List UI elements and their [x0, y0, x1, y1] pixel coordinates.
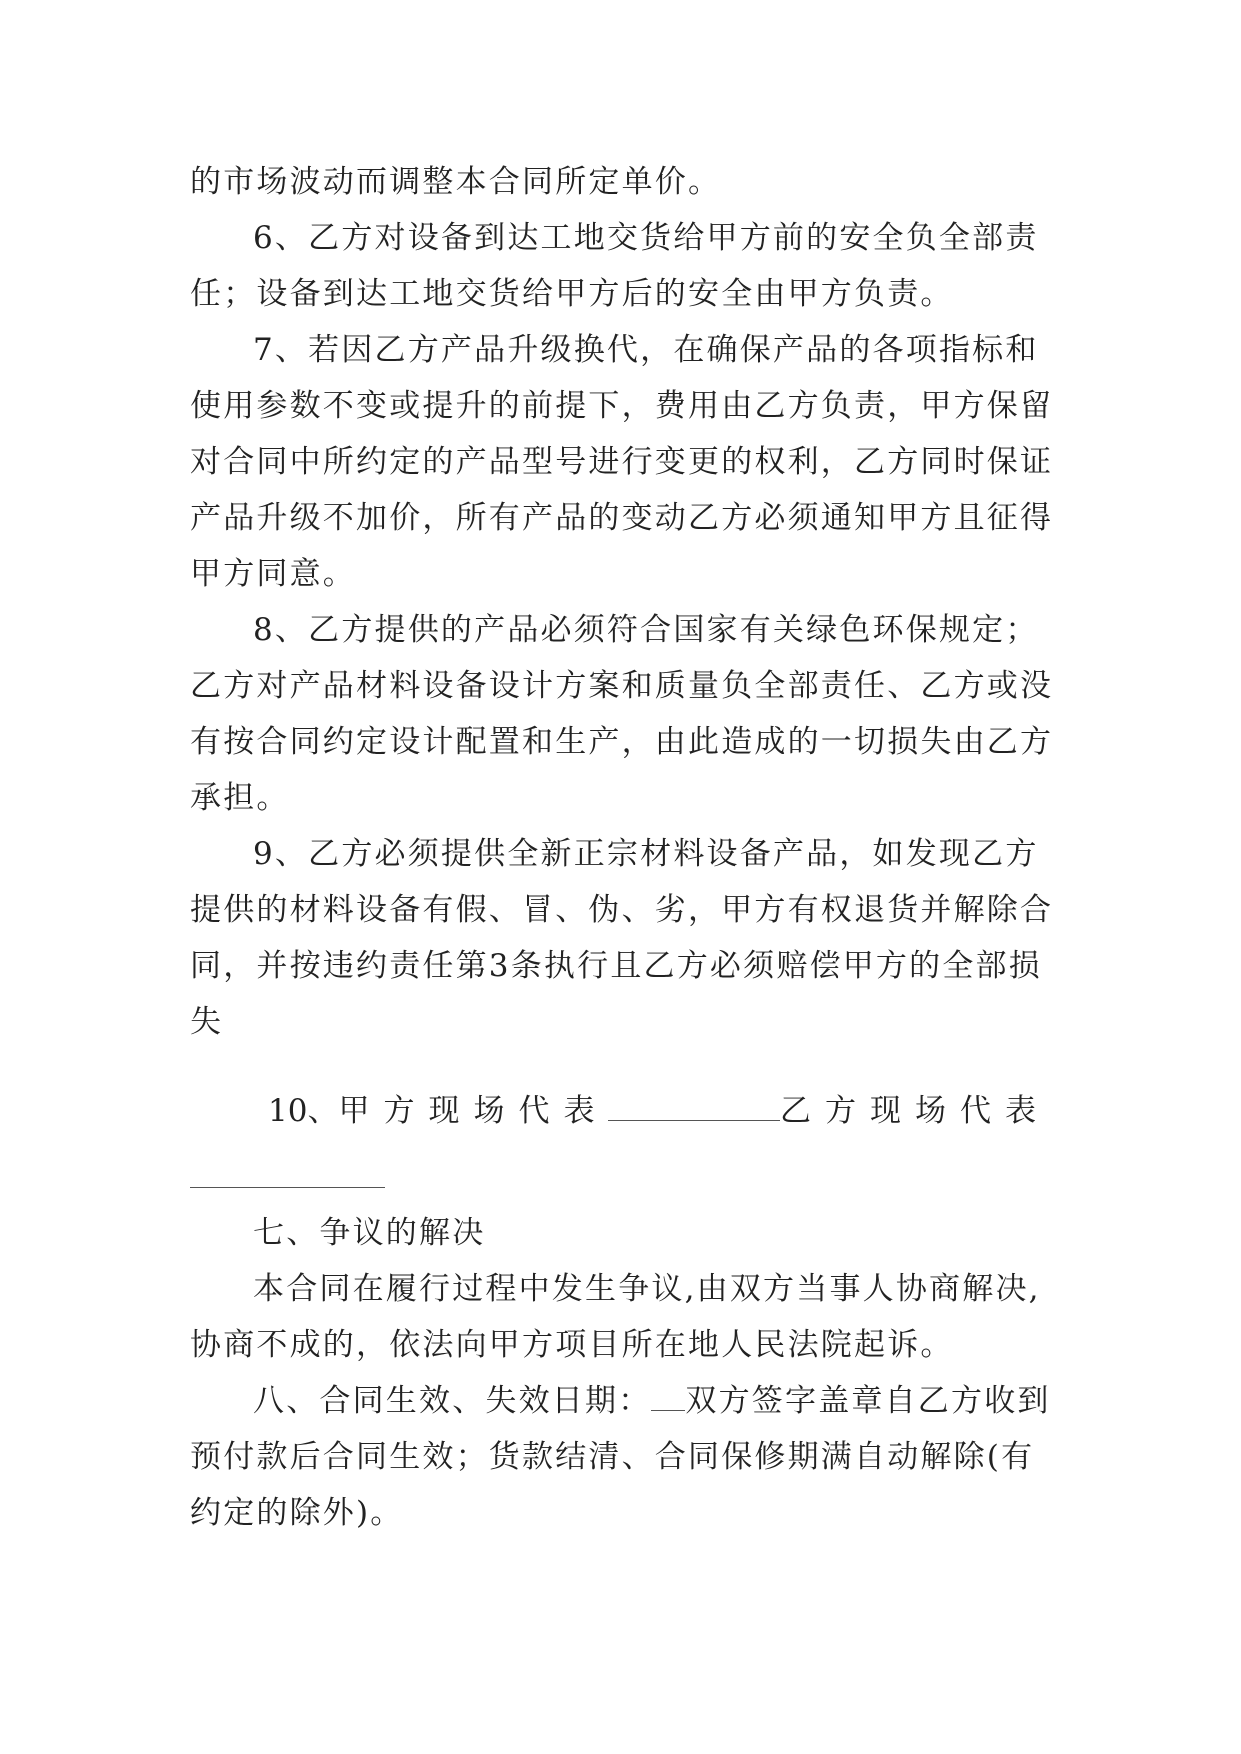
- clause-7-line-2: 使用参数不变或提升的前提下，费用由乙方负责，甲方保留: [190, 388, 1054, 424]
- clause-10-line: [268, 1090, 1050, 1130]
- section-7-line-1: 本合同在履行过程中发生争议,由双方当事人协商解决,: [253, 1271, 1041, 1307]
- clause-8-line-3: 有按合同约定设计配置和生产，由此造成的一切损失由乙方: [190, 724, 1054, 760]
- section-8-line-1-rest: 双方签字盖章自乙方收到: [685, 1383, 1051, 1419]
- party-b-rep-label: 乙方现场代表: [780, 1093, 1050, 1129]
- clause-10-separator: 、: [307, 1093, 339, 1129]
- clause-9-line-1: 9、乙方必须提供全新正宗材料设备产品，如发现乙方: [253, 836, 1039, 872]
- section-8-blank: [651, 1382, 685, 1411]
- section-8-line-3: 约定的除外)。: [190, 1495, 404, 1531]
- clause-6-line-1: 6、乙方对设备到达工地交货给甲方前的安全负全部责: [253, 220, 1039, 256]
- text-line: 的市场波动而调整本合同所定单价。: [190, 164, 722, 200]
- section-7-line-2: 协商不成的，依法向甲方项目所在地人民法院起诉。: [190, 1327, 954, 1363]
- clause-9-line-2: 提供的材料设备有假、冒、伪、劣，甲方有权退货并解除合: [190, 892, 1054, 928]
- section-8-line-1: [253, 1381, 1050, 1421]
- clause-9-line-3: 同，并按违约责任第3条执行且乙方必须赔偿甲方的全部损: [190, 948, 1042, 984]
- clause-7-line-5: 甲方同意。: [190, 556, 356, 592]
- clause-10-number: 10: [268, 1093, 308, 1129]
- party-a-rep-blank: [608, 1090, 780, 1121]
- section-7-heading: 七、争议的解决: [253, 1215, 486, 1251]
- section-8-line-2: 预付款后合同生效；货款结清、合同保修期满自动解除(有: [190, 1439, 1035, 1475]
- party-a-rep-label: 甲方现场代表: [338, 1093, 609, 1129]
- section-8-prefix: 八、合同生效、失效日期：: [253, 1383, 652, 1419]
- clause-7-line-1: 7、若因乙方产品升级换代，在确保产品的各项指标和: [253, 332, 1039, 368]
- clause-8-line-4: 承担。: [190, 780, 290, 816]
- clause-8-line-1: 8、乙方提供的产品必须符合国家有关绿色环保规定；: [253, 612, 1039, 648]
- clause-7-line-3: 对合同中所约定的产品型号进行变更的权利，乙方同时保证: [190, 444, 1054, 480]
- clause-7-line-4: 产品升级不加价，所有产品的变动乙方必须通知甲方且征得: [190, 500, 1054, 536]
- clause-9-line-4: 失: [190, 1004, 224, 1040]
- clause-6-line-2: 任；设备到达工地交货给甲方后的安全由甲方负责。: [190, 276, 954, 312]
- party-b-rep-blank: [190, 1186, 385, 1188]
- clause-8-line-2: 乙方对产品材料设备设计方案和质量负全部责任、乙方或没: [190, 668, 1054, 704]
